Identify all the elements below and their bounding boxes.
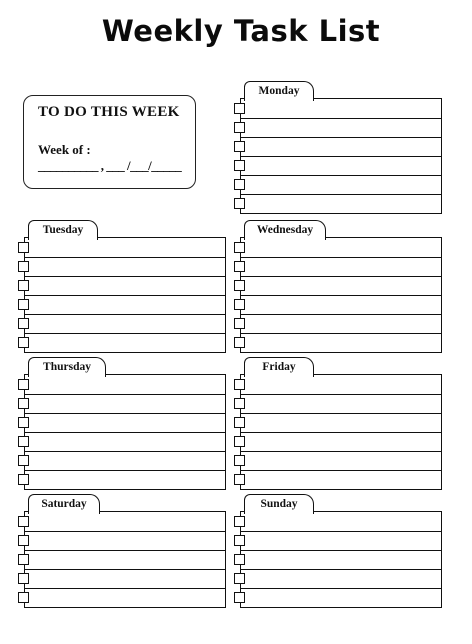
task-checkbox[interactable] bbox=[234, 592, 245, 603]
task-checkbox[interactable] bbox=[234, 261, 245, 272]
day-lines-box bbox=[24, 511, 226, 608]
task-checkbox[interactable] bbox=[18, 261, 29, 272]
task-line bbox=[241, 451, 441, 452]
task-line bbox=[25, 276, 225, 277]
day-lines-box bbox=[24, 237, 226, 353]
task-line bbox=[241, 588, 441, 589]
task-line bbox=[241, 156, 441, 157]
task-checkbox[interactable] bbox=[234, 198, 245, 209]
task-checkbox[interactable] bbox=[234, 103, 245, 114]
task-checkbox[interactable] bbox=[234, 436, 245, 447]
task-line bbox=[25, 432, 225, 433]
task-checkbox[interactable] bbox=[18, 280, 29, 291]
task-line bbox=[241, 470, 441, 471]
task-checkbox[interactable] bbox=[18, 299, 29, 310]
task-line bbox=[25, 470, 225, 471]
task-checkbox[interactable] bbox=[18, 535, 29, 546]
page-title: Weekly Task List bbox=[101, 14, 381, 48]
task-line bbox=[241, 569, 441, 570]
task-line bbox=[241, 413, 441, 414]
task-checkbox[interactable] bbox=[234, 179, 245, 190]
day-lines-box bbox=[240, 237, 442, 353]
todo-heading: TO DO THIS WEEK bbox=[38, 104, 180, 120]
day-label-saturday: Saturday bbox=[28, 494, 100, 514]
task-checkbox[interactable] bbox=[234, 455, 245, 466]
task-checkbox[interactable] bbox=[234, 573, 245, 584]
task-line bbox=[241, 118, 441, 119]
task-line bbox=[241, 194, 441, 195]
task-checkbox[interactable] bbox=[234, 379, 245, 390]
task-line bbox=[241, 531, 441, 532]
task-line bbox=[25, 413, 225, 414]
task-line bbox=[25, 295, 225, 296]
task-checkbox[interactable] bbox=[234, 160, 245, 171]
task-checkbox[interactable] bbox=[18, 474, 29, 485]
task-checkbox[interactable] bbox=[18, 337, 29, 348]
task-checkbox[interactable] bbox=[234, 141, 245, 152]
task-line bbox=[25, 394, 225, 395]
task-checkbox[interactable] bbox=[234, 554, 245, 565]
task-line bbox=[25, 531, 225, 532]
day-label-sunday: Sunday bbox=[244, 494, 314, 514]
task-line bbox=[25, 451, 225, 452]
task-checkbox[interactable] bbox=[18, 592, 29, 603]
task-checkbox[interactable] bbox=[18, 554, 29, 565]
task-checkbox[interactable] bbox=[18, 573, 29, 584]
task-checkbox[interactable] bbox=[18, 379, 29, 390]
task-line bbox=[25, 569, 225, 570]
task-line bbox=[25, 550, 225, 551]
day-lines-box bbox=[240, 374, 442, 490]
task-checkbox[interactable] bbox=[234, 474, 245, 485]
task-line bbox=[241, 550, 441, 551]
task-line bbox=[241, 257, 441, 258]
day-lines-box bbox=[24, 374, 226, 490]
task-checkbox[interactable] bbox=[18, 398, 29, 409]
task-checkbox[interactable] bbox=[234, 417, 245, 428]
task-line bbox=[241, 137, 441, 138]
task-checkbox[interactable] bbox=[234, 318, 245, 329]
task-line bbox=[241, 432, 441, 433]
task-checkbox[interactable] bbox=[234, 535, 245, 546]
day-label-monday: Monday bbox=[244, 81, 314, 101]
task-checkbox[interactable] bbox=[18, 417, 29, 428]
task-checkbox[interactable] bbox=[234, 122, 245, 133]
day-label-tuesday: Tuesday bbox=[28, 220, 98, 240]
task-line bbox=[241, 175, 441, 176]
task-line bbox=[25, 257, 225, 258]
task-checkbox[interactable] bbox=[234, 398, 245, 409]
task-checkbox[interactable] bbox=[234, 242, 245, 253]
task-line bbox=[241, 394, 441, 395]
todo-this-week-box bbox=[23, 95, 196, 189]
week-of-date-line: __________ , ___ /___/_____ bbox=[38, 158, 182, 173]
task-line bbox=[25, 314, 225, 315]
task-line bbox=[241, 295, 441, 296]
day-label-wednesday: Wednesday bbox=[244, 220, 326, 240]
task-checkbox[interactable] bbox=[234, 299, 245, 310]
task-line bbox=[25, 333, 225, 334]
task-line bbox=[241, 276, 441, 277]
task-checkbox[interactable] bbox=[234, 280, 245, 291]
task-checkbox[interactable] bbox=[234, 337, 245, 348]
week-of-label: Week of : bbox=[38, 142, 91, 157]
day-label-friday: Friday bbox=[244, 357, 314, 377]
task-checkbox[interactable] bbox=[18, 318, 29, 329]
task-line bbox=[241, 314, 441, 315]
day-lines-box bbox=[240, 98, 442, 214]
task-line bbox=[241, 333, 441, 334]
task-checkbox[interactable] bbox=[234, 516, 245, 527]
task-checkbox[interactable] bbox=[18, 516, 29, 527]
task-checkbox[interactable] bbox=[18, 455, 29, 466]
day-label-thursday: Thursday bbox=[28, 357, 106, 377]
task-checkbox[interactable] bbox=[18, 242, 29, 253]
day-lines-box bbox=[240, 511, 442, 608]
task-line bbox=[25, 588, 225, 589]
task-checkbox[interactable] bbox=[18, 436, 29, 447]
